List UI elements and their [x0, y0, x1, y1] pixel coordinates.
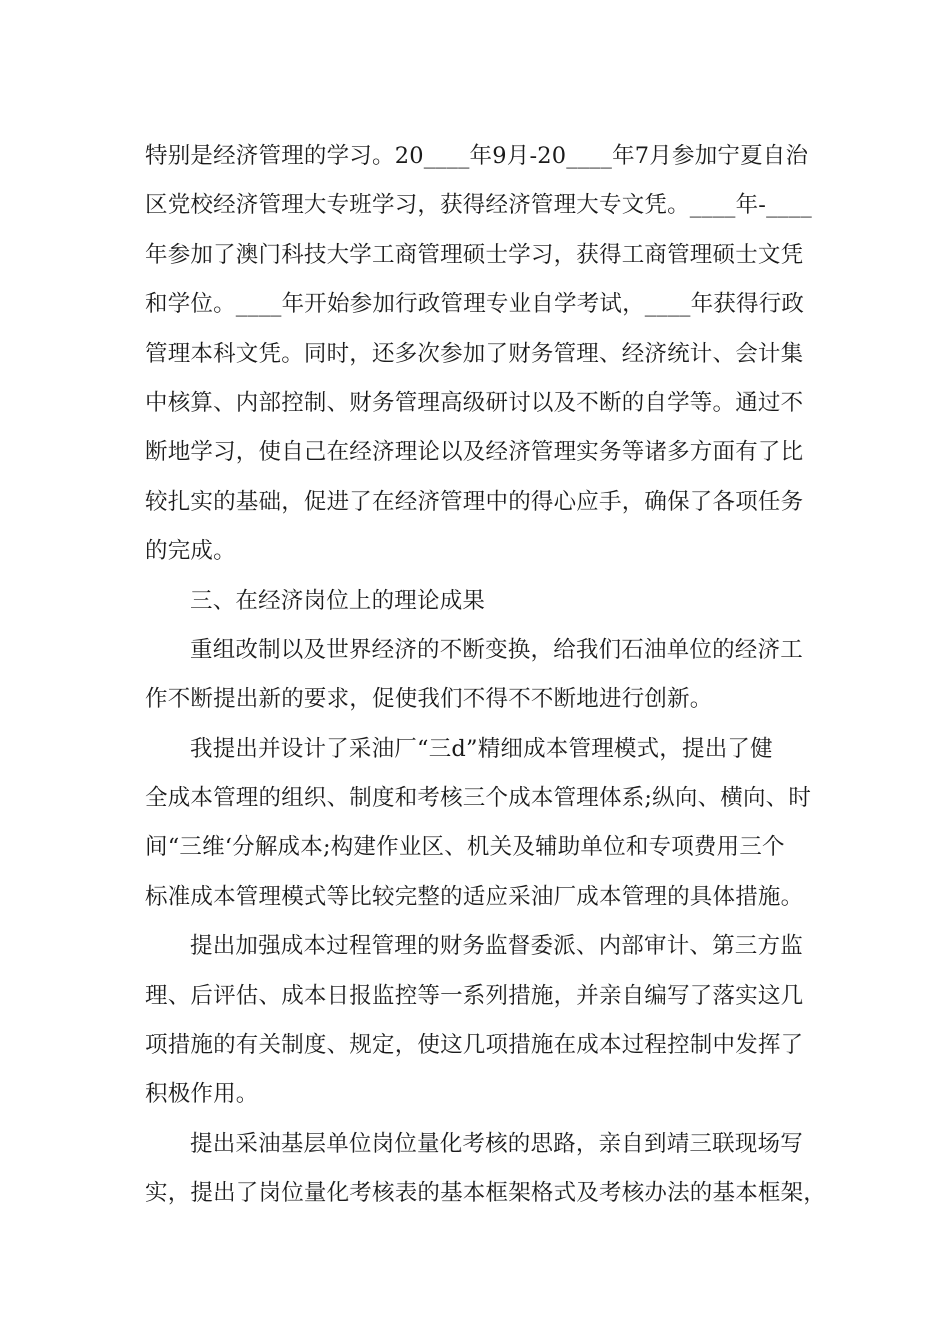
paragraph-first-line: 提出采油基层单位岗位量化考核的思路，亲自到靖三联现场写	[190, 1130, 803, 1157]
body-line: 年参加了澳门科技大学工商管理硕士学习，获得工商管理硕士文凭	[145, 241, 804, 268]
body-line: 标准成本管理模式等比较完整的适应采油厂成本管理的具体措施。	[145, 883, 804, 910]
body-line: 特别是经济管理的学习。20____年9月-20____年7月参加宁夏自治	[145, 143, 809, 169]
paragraph-first-line: 重组改制以及世界经济的不断变换，给我们石油单位的经济工	[190, 636, 803, 663]
paragraph-first-line: 我提出并设计了采油厂“三d”精细成本管理模式，提出了健	[190, 735, 773, 762]
body-line: 区党校经济管理大专班学习，获得经济管理大专文凭。____年-____	[145, 192, 812, 219]
body-line: 实，提出了岗位量化考核表的基本框架格式及考核办法的基本框架，	[145, 1180, 827, 1207]
paragraph-first-line: 提出加强成本过程管理的财务监督委派、内部审计、第三方监	[190, 933, 803, 960]
body-line: 和学位。____年开始参加行政管理专业自学考试，____年获得行政	[145, 291, 805, 318]
body-line: 中核算、内部控制、财务管理高级研讨以及不断的自学等。通过不	[145, 389, 804, 416]
body-line: 管理本科文凭。同时，还多次参加了财务管理、经济统计、会计集	[145, 340, 804, 367]
body-line: 作不断提出新的要求，促使我们不得不不断地进行创新。	[145, 686, 713, 713]
body-line: 间“三维‘分解成本;构建作业区、机关及辅助单位和专项费用三个	[145, 834, 785, 861]
document-body	[145, 132, 825, 1219]
body-line: 理、后评估、成本日报监控等一系列措施，并亲自编写了落实这几	[145, 982, 804, 1009]
body-line: 全成本管理的组织、制度和考核三个成本管理体系;纵向、横向、时	[145, 785, 812, 812]
section-heading: 三、在经济岗位上的理论成果	[190, 587, 486, 614]
body-line: 的完成。	[145, 538, 236, 565]
body-line: 积极作用。	[145, 1081, 259, 1108]
body-line: 项措施的有关制度、规定，使这几项措施在成本过程控制中发挥了	[145, 1032, 804, 1059]
body-line: 断地学习，使自己在经济理论以及经济管理实务等诸多方面有了比	[145, 439, 804, 466]
body-line: 较扎实的基础，促进了在经济管理中的得心应手，确保了各项任务	[145, 488, 804, 515]
